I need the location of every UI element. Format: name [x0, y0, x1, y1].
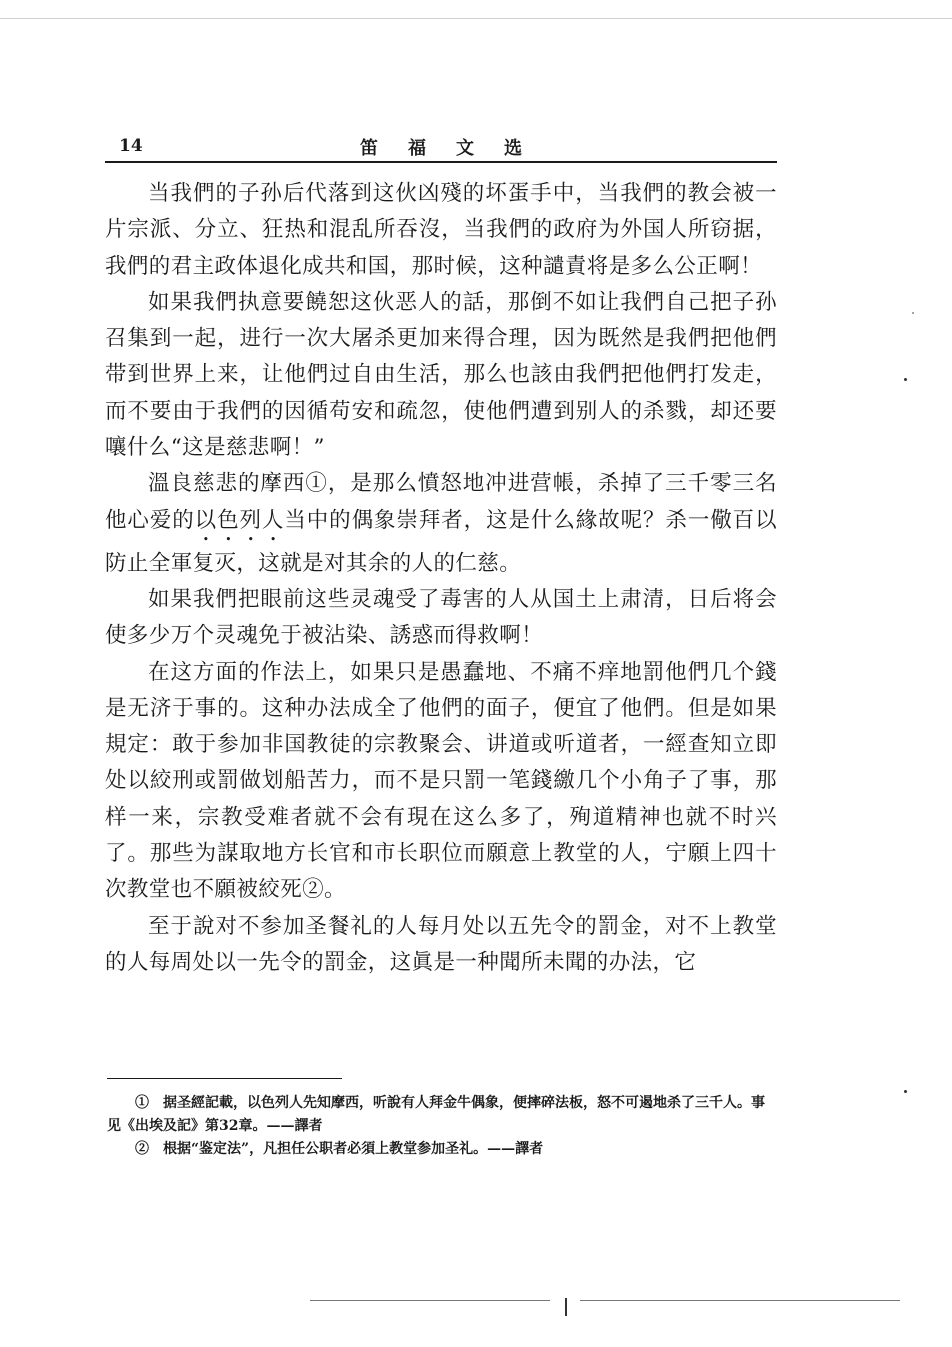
bottom-rule-left	[310, 1300, 550, 1301]
paragraph-3-end: 当中的偶象崇拜者，这是什么緣故呢？杀一儆百以防止全軍复灭，这就是对其余的人的仁慈。	[105, 507, 777, 576]
emphasized-term: 以色列人	[194, 507, 285, 533]
scan-speck	[912, 312, 914, 314]
scan-speck	[904, 378, 907, 381]
scan-speck	[904, 1090, 907, 1093]
bottom-tick	[565, 1298, 567, 1316]
paragraph-1: 当我們的子孙后代落到这伙凶殘的坏蛋手中，当我們的教会被一片宗派、分立、狂热和混乱所吞沒，当我們的政府为外国人所窃据，我們的君主政体退化成共和国，那时候，这种譴責将是多么公正啊！	[105, 181, 777, 279]
scan-bottom-marks	[310, 1298, 900, 1318]
footnote-rule	[107, 1078, 342, 1079]
body-text	[105, 176, 777, 981]
footnote-1: ① 据圣經記載，以色列人先知摩西，听說有人拜金牛偶象，便摔碎法板，怒不可遏地杀了三千人。事见《出埃及記》第32章。——譯者	[107, 1095, 765, 1134]
page-header	[105, 130, 777, 162]
footnote-2: ② 根据“鉴定法”，凡担任公职者必須上教堂参加圣礼。——譯者	[135, 1141, 544, 1157]
bottom-rule-right	[580, 1300, 900, 1301]
paragraph-2: 如果我們执意要饒恕这伙恶人的話，那倒不如让我們自己把子孙召集到一起，进行一次大屠杀更加来得合理，因为既然是我們把他們带到世界上来，让他們过自由生活，那么也該由我們把他們打发走，而不要由于我們的因循苟安和疏忽，使他們遭到别人的杀戮，却还要嚷什么“这是慈悲啊！”	[105, 289, 777, 461]
paragraph-5: 在这方面的作法上，如果只是愚蠢地、不痛不痒地罰他們几个錢是无济于事的。这种办法成全了他們的面子，便宜了他們。但是如果規定：敢于参加非国教徒的宗教聚会、讲道或听道者，一經查知立即处以絞刑或罰做划船苦力，而不是只罰一笔錢繳几个小角子了事，那样一来，宗教受难者就不会有現在这么多了，殉道精神也就不时兴了。那些为謀取地方长官和市长职位而願意上教堂的人，宁願上四十次教堂也不願被絞死②。	[105, 659, 777, 903]
paragraph-3-start: 溫良慈悲的摩西①，是那么憤怒地冲进营帳，杀掉了三千零三名他心爱的	[105, 471, 777, 533]
running-title: 笛福文选	[360, 138, 552, 159]
footnotes	[107, 1092, 777, 1161]
paragraph-4: 如果我們把眼前这些灵魂受了毒害的人从国土上肃清，日后将会使多少万个灵魂免于被沾染、誘惑而得救啊！	[105, 586, 777, 649]
paragraph-3	[105, 466, 777, 582]
paragraph-6: 至于說对不参加圣餐礼的人每月处以五先令的罰金，对不上教堂的人每周处以一先令的罰金，这眞是一种聞所未聞的办法，它	[105, 913, 777, 975]
page-number: 14	[119, 136, 143, 156]
scan-border	[0, 18, 952, 19]
header-rule	[105, 161, 777, 163]
